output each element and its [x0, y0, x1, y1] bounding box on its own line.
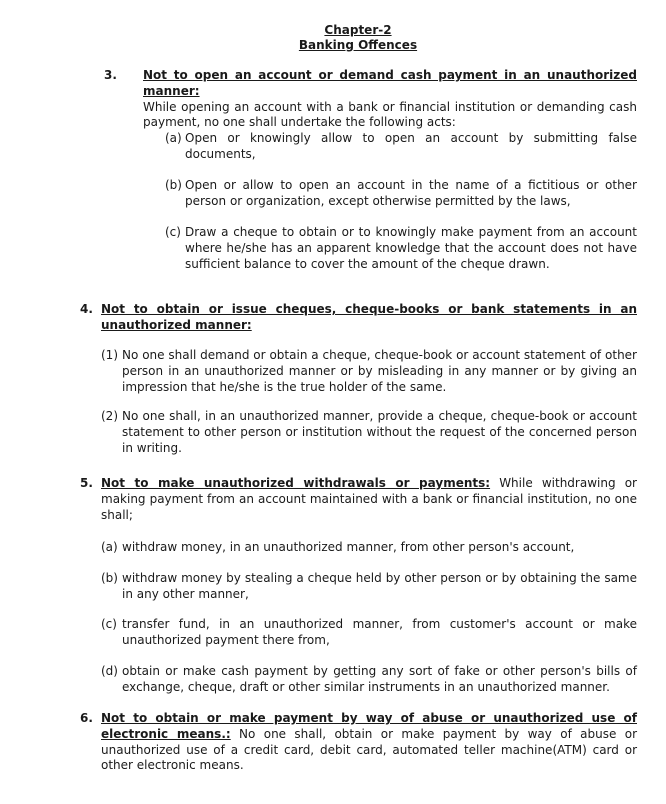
section-3	[143, 68, 637, 131]
item-label: (c)	[101, 617, 117, 631]
item-text: Open or allow to open an account in the name of a fictitious or other person or organization, except otherwise permitted by the laws,	[185, 178, 637, 208]
item-text: No one shall, in an unauthorized manner, provide a cheque, cheque-book or account statement to other person or institution without the request of the concerned person in writing.	[122, 409, 637, 455]
section-intro: While opening an account with a bank or financial institution or demanding cash payment, no one shall undertake the following acts:	[143, 99, 637, 130]
section-number: 4.	[80, 302, 93, 316]
section-number: 5.	[80, 476, 93, 490]
section-heading: Not to make unauthorized withdrawals or payments:	[101, 476, 491, 490]
item-text: obtain or make cash payment by getting any sort of fake or other person's bills of exchange, cheque, draft or other similar instruments in an unauthorized manner.	[122, 664, 637, 694]
item-label: (a)	[101, 540, 118, 554]
section-intro: No one shall, obtain or make payment by way of abuse or unauthorized use of a credit card, debit card, automated teller machine(ATM) card or other electronic means.	[101, 726, 637, 773]
section-number: 6.	[80, 711, 93, 725]
item-text: Draw a cheque to obtain or to knowingly make payment from an account where he/she has an apparent knowledge that the account does not have sufficient balance to cover the amount of the cheque drawn.	[185, 225, 637, 271]
item-label: (1)	[101, 348, 118, 362]
section-heading: Not to obtain or issue cheques, cheque-books or bank statements in an unauthorized manner:	[101, 302, 637, 332]
item-label: (2)	[101, 409, 118, 423]
item-label: (a)	[165, 131, 182, 145]
section-5	[101, 476, 637, 523]
item-text: withdraw money by stealing a cheque held by other person or by obtaining the same in any other manner,	[122, 571, 637, 601]
item-label: (b)	[165, 178, 182, 192]
item-label: (b)	[101, 571, 118, 585]
item-text: Open or knowingly allow to open an account by submitting false documents,	[185, 131, 637, 161]
item-text: transfer fund, in an unauthorized manner, from customer's account or make unauthorized payment there from,	[122, 617, 637, 647]
chapter-number: Chapter-2	[324, 23, 392, 37]
item-label: (d)	[101, 664, 118, 678]
section-heading: Not to obtain or make payment by way of abuse or unauthorized use of electronic means.:	[101, 711, 637, 741]
chapter-title: Banking Offences	[298, 38, 418, 52]
section-intro: While withdrawing or making payment from an account maintained with a bank or financial institution, no one shall;	[101, 476, 637, 522]
section-heading: Not to open an account or demand cash payment in an unauthorized manner:	[143, 68, 637, 98]
item-label: (c)	[165, 225, 181, 239]
section-number: 3.	[104, 68, 117, 82]
item-text: No one shall demand or obtain a cheque, cheque-book or account statement of other person in an unauthorized manner or by misleading in any manner or by giving an impression that he/she is the true holder of the same.	[122, 348, 637, 394]
section-6	[101, 711, 637, 774]
item-text: withdraw money, in an unauthorized manner, from other person's account,	[122, 540, 575, 554]
